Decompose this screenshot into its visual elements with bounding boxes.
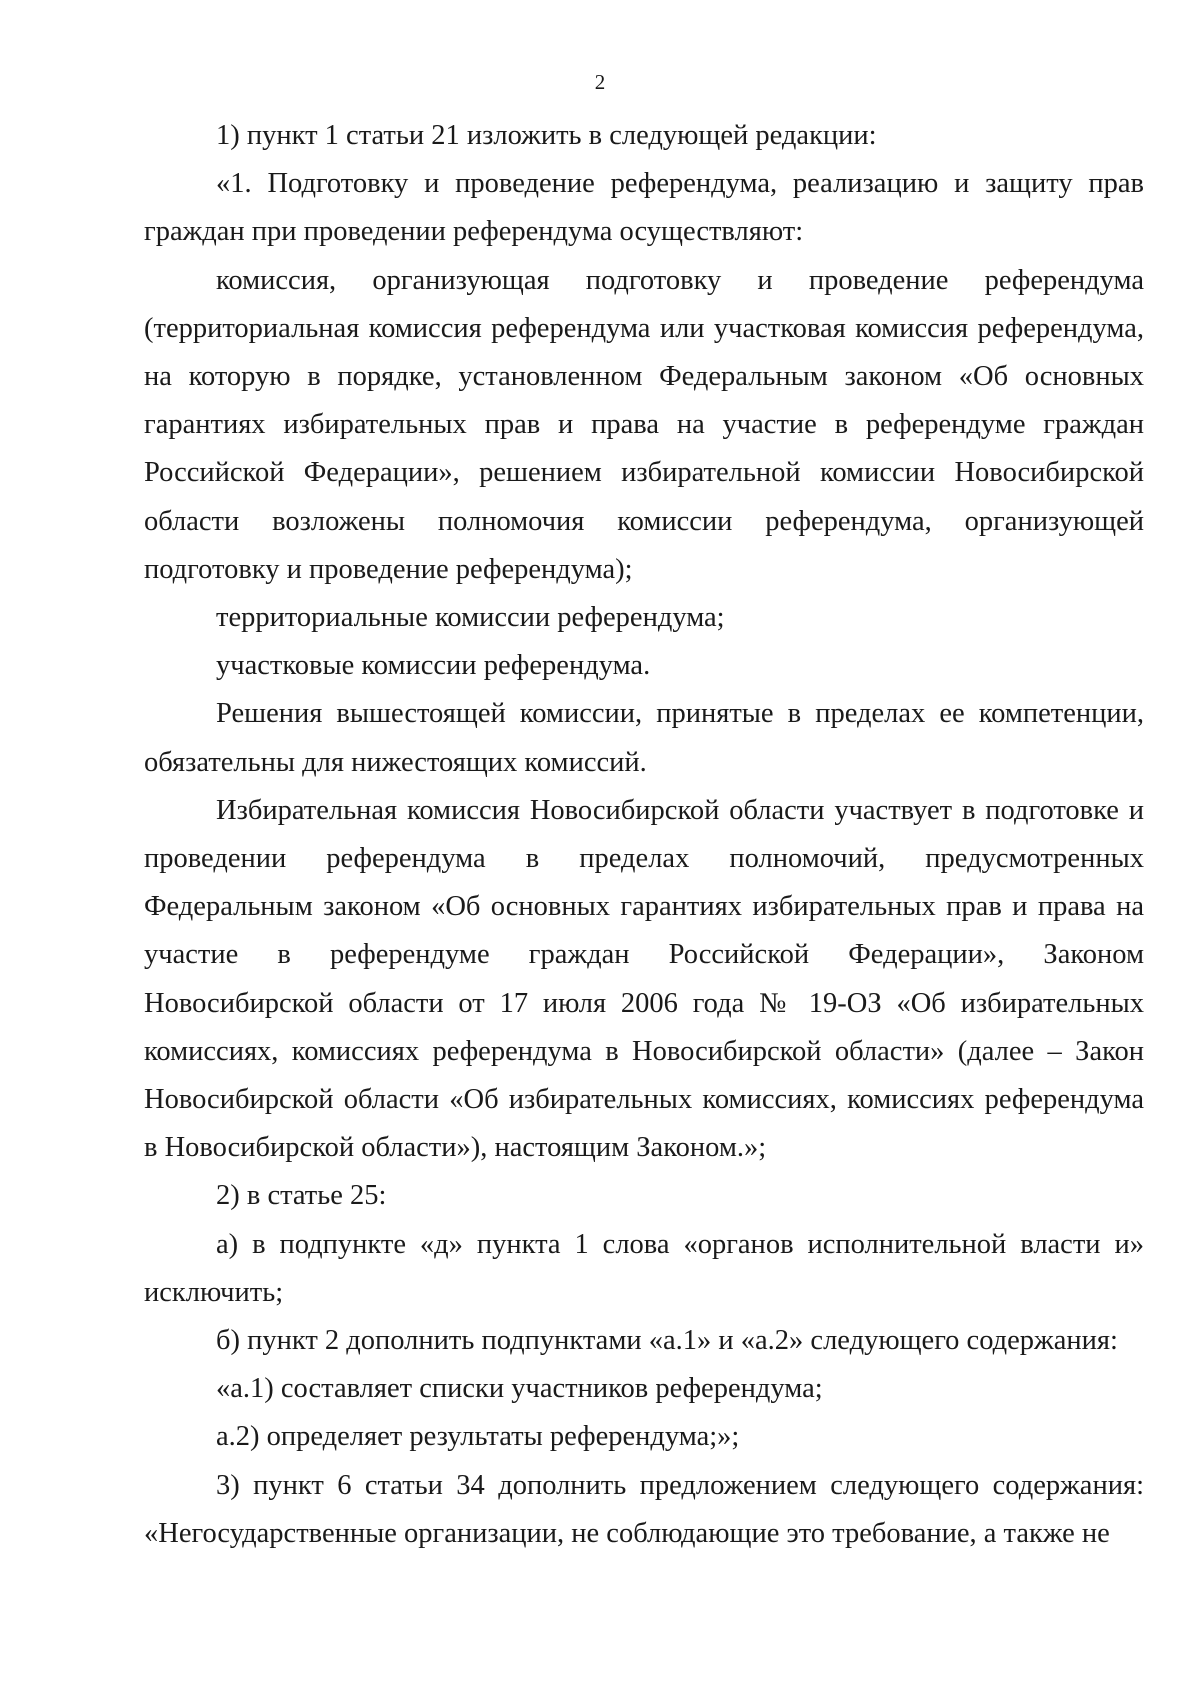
paragraph-precinct-commissions: участковые комиссии референдума. <box>216 650 651 682</box>
paragraph-electoral-commission-participation: Избирательная комиссия Новосибирской области участвует в подготовке и проведении референдума в пределах полномочий, предусмотренных Федеральным законом «Об основных гарантиях избирательных прав и права на участие в референдуме граждан Российской Федерации», Законом Новосибирской области от 17 июля 2006 года № 19-ОЗ «Об избирательных комиссиях, комиссиях референдума в Новосибирской области» (далее – Закон Новосибирской области «Об избирательных комиссиях, комиссиях референдума в Новосибирской области»), настоящим Законом.»; <box>144 794 1144 1164</box>
paragraph-subparagraph-a2: а.2) определяет результаты референдума;»; <box>216 1421 740 1453</box>
page-number: 2 <box>594 70 606 94</box>
paragraph-article-25: 2) в статье 25: <box>216 1180 387 1212</box>
paragraph-organizing-commission: комиссия, организующая подготовку и проведение референдума (территориальная комиссия референдума или участковая комиссия референдума, на которую в порядке, установленном Федеральным законом «Об основных гарантиях избирательных прав и права на участие в референдуме граждан Российской Федерации», решением избирательной комиссии Новосибирской области возложены полномочия комиссии референдума, организующей подготовку и проведение референдума); <box>144 264 1144 585</box>
paragraph-territorial-commissions: территориальные комиссии референдума; <box>216 602 725 634</box>
document-body <box>144 112 1144 1558</box>
paragraph-subparagraph-d: а) в подпункте «д» пункта 1 слова «органов исполнительной власти и» исключить; <box>144 1228 1144 1308</box>
paragraph-subparagraph-a1: «а.1) составляет списки участников референдума; <box>216 1373 823 1405</box>
paragraph-point-2-supplement: б) пункт 2 дополнить подпунктами «а.1» и «а.2» следующего содержания: <box>216 1325 1118 1357</box>
paragraph-higher-commission-decisions: Решения вышестоящей комиссии, принятые в пределах ее компетенции, обязательны для нижестоящих комиссий. <box>144 698 1144 778</box>
paragraph-article-21-amendment: 1) пункт 1 статьи 21 изложить в следующей редакции: <box>216 120 877 151</box>
paragraph-article-34-supplement: 3) пункт 6 статьи 34 дополнить предложением следующего содержания: «Негосударственные организации, не соблюдающие это требование, а также не <box>144 1469 1144 1549</box>
paragraph-referendum-preparation: «1. Подготовку и проведение референдума, реализацию и защиту прав граждан при проведении референдума осуществляют: <box>144 168 1144 248</box>
